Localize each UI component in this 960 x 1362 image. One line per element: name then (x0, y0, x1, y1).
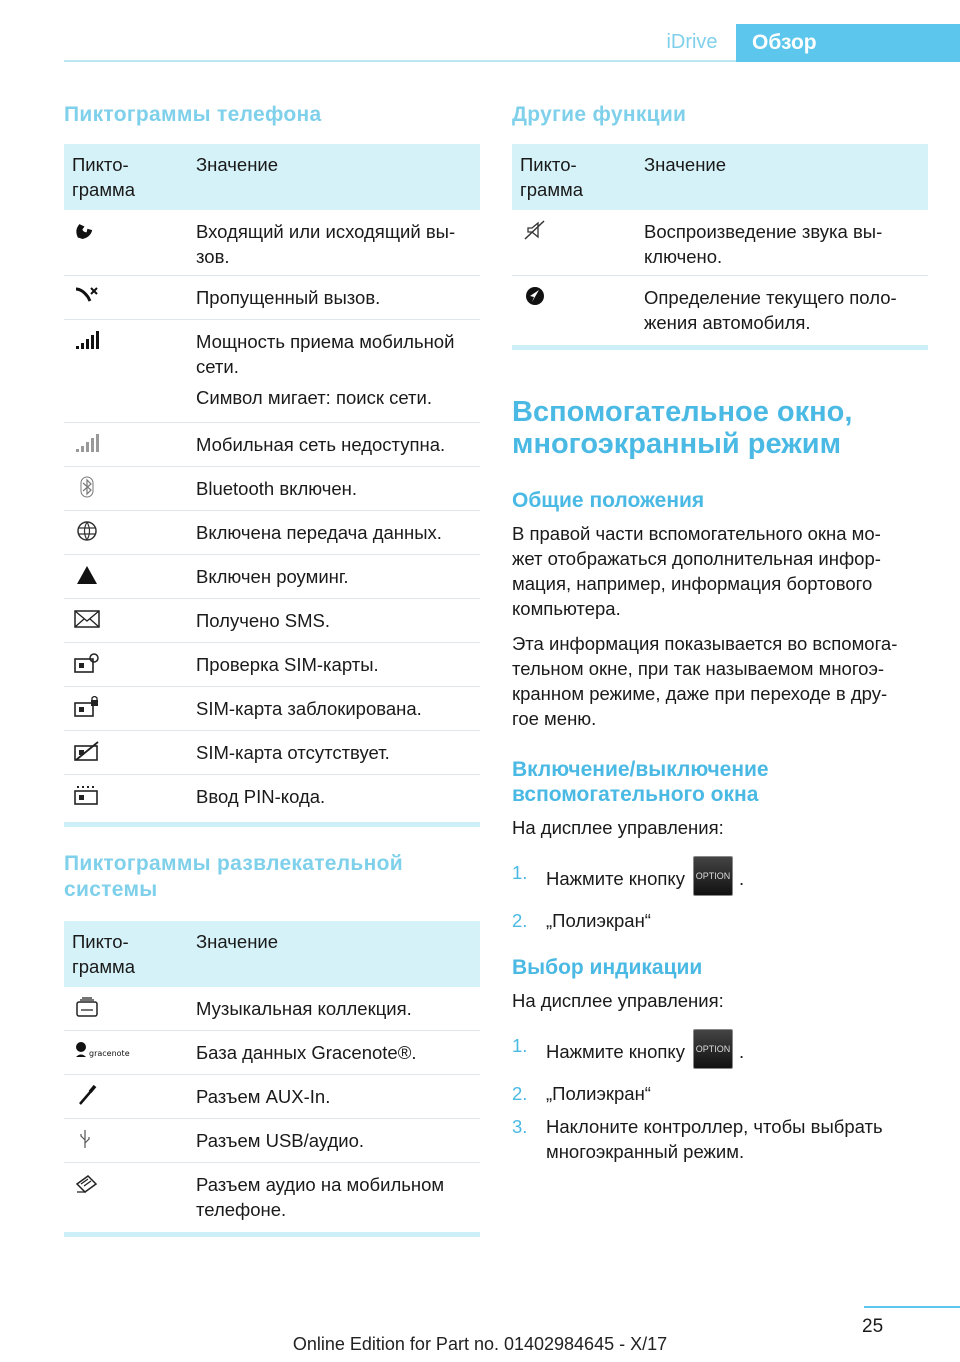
data-transfer-icon (72, 520, 102, 542)
table-row (64, 320, 480, 423)
row-meaning: Определение текущего поло- жения автомобиля. (644, 287, 897, 333)
list-item (512, 1033, 928, 1073)
row-meaning: Ввод PIN-кода. (196, 786, 326, 807)
header-tab: Обзор (736, 24, 960, 62)
left-column (64, 102, 480, 1237)
toggle-title: Включение/выключение вспомогательного окна (512, 758, 769, 806)
table-row (64, 1119, 480, 1163)
step-number: 2. (512, 1083, 528, 1104)
row-meaning: SIM-карта отсутствует. (188, 731, 480, 775)
right-column (512, 102, 928, 1186)
select-title: Выбор индикации (512, 956, 703, 979)
table-row (512, 210, 928, 276)
row-meaning: Мощность приема мобильной сети. (196, 331, 455, 377)
step-text: Нажмите кнопку (546, 867, 685, 889)
entertainment-icons-table (64, 921, 480, 1228)
music-collection-icon (72, 996, 102, 1018)
col-meaning-header: Значение (636, 144, 928, 210)
edition-footer: Online Edition for Part no. 01402984645 - X/17 (292, 1334, 668, 1354)
row-meaning: Включен роуминг. (188, 555, 480, 599)
phone-icons-table (64, 144, 480, 818)
select-steps (512, 1033, 928, 1164)
step-tail: . (738, 1040, 745, 1062)
row-meaning: Разъем аудио на мобильном телефоне. (196, 1174, 445, 1220)
sim-locked-icon (72, 696, 102, 718)
usb-icon (72, 1128, 102, 1150)
table-row (64, 1163, 480, 1229)
sound-off-icon (520, 219, 550, 241)
table-end-rule (64, 1232, 480, 1237)
page-number: 25 (862, 1316, 884, 1337)
signal-strength-icon (72, 329, 102, 351)
step-tail: . (738, 867, 745, 889)
list-item (512, 908, 928, 933)
step-text: „Полиэкран“ (546, 910, 651, 931)
phone-audio-icon (72, 1172, 102, 1194)
row-meaning: Проверка SIM-карты. (188, 643, 480, 687)
toggle-steps (512, 860, 928, 933)
no-signal-icon (72, 432, 102, 454)
other-functions-table (512, 144, 928, 341)
table-row (64, 687, 480, 731)
col-meaning-header: Значение (188, 144, 480, 210)
general-title: Общие положения (512, 489, 705, 512)
table-row (64, 467, 480, 511)
row-meaning: SIM-карта заблокирована. (188, 687, 480, 731)
sms-envelope-icon (72, 608, 102, 630)
list-item (512, 860, 928, 900)
pin-entry-icon (72, 784, 102, 806)
sim-missing-icon (72, 740, 102, 762)
step-number: 1. (512, 1035, 528, 1056)
option-button[interactable]: OPTION (693, 856, 733, 896)
table-row (64, 599, 480, 643)
row-meaning: Музыкальная коллекция. (188, 987, 480, 1031)
step-text: Нажмите кнопку (546, 1040, 685, 1062)
table-row (64, 1031, 480, 1075)
table-end-rule (64, 822, 480, 827)
row-meaning: Включена передача данных. (188, 511, 480, 555)
col-icon-header: Пикто- грамма (64, 921, 188, 987)
row-meaning: Пропущенный вызов. (188, 276, 480, 320)
table-row (64, 987, 480, 1031)
option-button[interactable]: OPTION (693, 1029, 733, 1069)
entertainment-icons-title: Пиктограммы развлекательной системы (64, 852, 403, 901)
table-row (64, 555, 480, 599)
table-row (64, 511, 480, 555)
other-functions-title: Другие функции (512, 103, 687, 126)
table-row (64, 276, 480, 320)
step-number: 2. (512, 910, 528, 931)
table-row (64, 210, 480, 276)
svg-text:gracenote: gracenote (89, 1049, 130, 1058)
row-meaning: Воспроизведение звука вы- ключено. (636, 210, 928, 276)
table-row (64, 731, 480, 775)
position-icon (520, 285, 550, 307)
step-number: 3. (512, 1116, 528, 1137)
step-text: Наклоните контроллер, чтобы выбрать многоэкранный режим. (546, 1116, 883, 1162)
step-text: „Полиэкран“ (546, 1083, 651, 1104)
sim-check-icon (72, 652, 102, 674)
row-meaning: Получено SMS. (188, 599, 480, 643)
table-row (512, 276, 928, 342)
col-icon-header: Пикто- грамма (64, 144, 188, 210)
gracenote-icon (72, 1040, 142, 1062)
row-meaning-note: Символ мигает: поиск сети. (196, 387, 432, 408)
toggle-intro: На дисплее управления: (512, 817, 724, 838)
table-row (64, 643, 480, 687)
table-end-rule (512, 345, 928, 350)
col-icon-header: Пикто- грамма (512, 144, 636, 210)
general-paragraph-2: Эта информация показывается во вспомога- тельном окне, при так называемом многоэ- кранном режиме, даже при переходе в дру- гое меню. (512, 633, 898, 729)
row-meaning: Bluetooth включен. (188, 467, 480, 511)
row-meaning: Мобильная сеть недоступна. (188, 423, 480, 467)
row-meaning: Входящий или исходящий вы- зов. (188, 210, 480, 276)
aux-window-section (512, 396, 928, 1164)
row-meaning: База данных Gracenote®. (188, 1031, 480, 1075)
row-meaning: Разъем AUX-In. (188, 1075, 480, 1119)
footer-rule (864, 1306, 960, 1308)
phone-icons-title: Пиктограммы телефона (64, 103, 322, 126)
roaming-icon (72, 564, 102, 586)
general-paragraph-1: В правой части вспомогательного окна мо- жет отображаться дополнительная инфор- мация, например, информация бортового компьютера. (512, 523, 881, 619)
row-meaning: Разъем USB/аудио. (188, 1119, 480, 1163)
list-item (512, 1114, 928, 1164)
missed-call-icon (72, 285, 102, 307)
phone-call-icon (72, 219, 102, 241)
step-number: 1. (512, 862, 528, 883)
col-meaning-header: Значение (188, 921, 480, 987)
table-row (64, 1075, 480, 1119)
header-section: iDrive (666, 31, 718, 53)
table-row (64, 775, 480, 819)
list-item (512, 1081, 928, 1106)
aux-in-icon (72, 1084, 102, 1106)
table-row (64, 423, 480, 467)
bluetooth-icon (72, 476, 102, 498)
aux-window-title: Вспомогательное окно, многоэкранный режим (512, 396, 853, 460)
select-intro: На дисплее управления: (512, 990, 724, 1011)
